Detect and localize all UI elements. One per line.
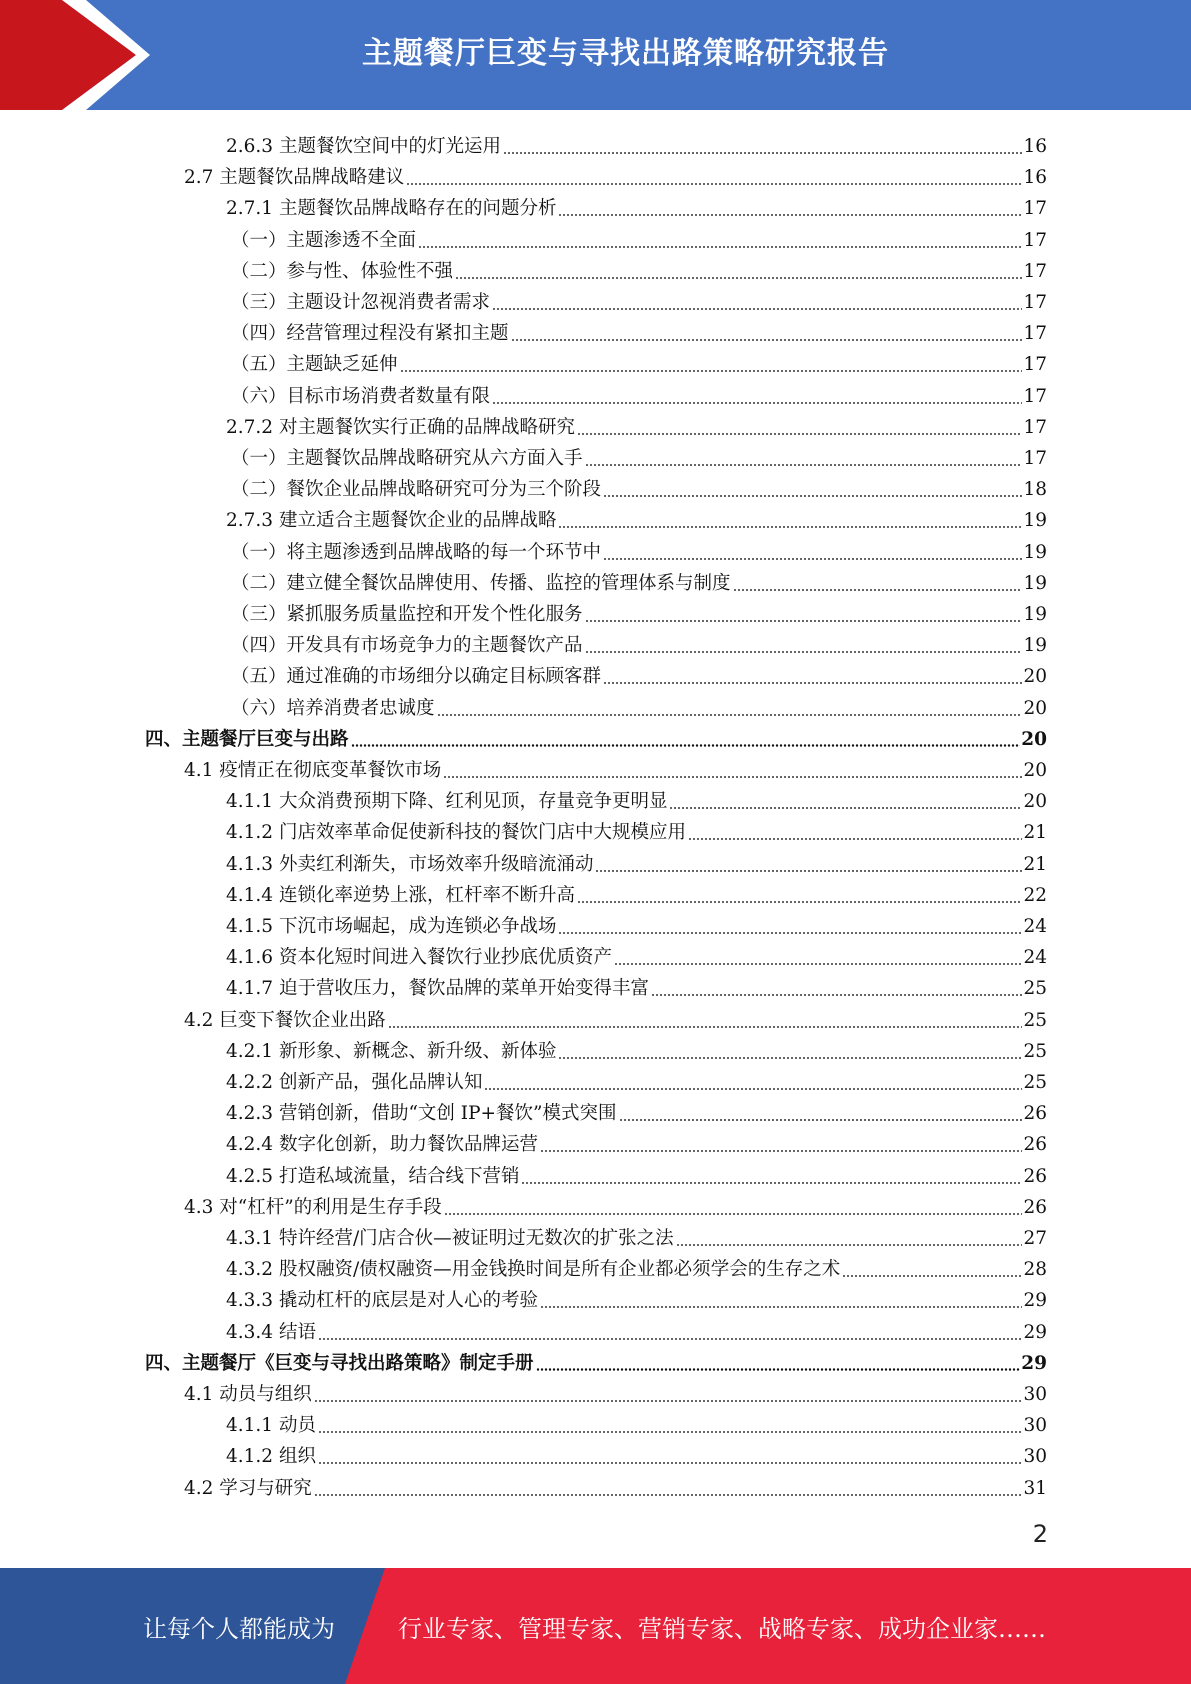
- toc-entry-title: 4.3 对“杠杆”的利用是生存手段: [184, 1196, 442, 1218]
- toc-entry-title: （一）主题餐饮品牌战略研究从六方面入手: [231, 448, 583, 469]
- toc-dot-leader: [437, 714, 1023, 716]
- toc-entry-page: 24: [1023, 947, 1047, 969]
- toc-dot-leader: [521, 1182, 1022, 1184]
- toc-entry-title: 4.3.1 特许经营/门店合伙—被证明过无数次的扩张之法: [226, 1228, 674, 1249]
- toc-entry-title: 4.1.2 组织: [226, 1446, 316, 1468]
- toc-entry-page: 28: [1023, 1259, 1047, 1281]
- footer-roles: 行业专家、管理专家、营销专家、战略专家、成功企业家……: [398, 1614, 1046, 1643]
- toc-entry-page: 20: [1023, 666, 1047, 688]
- toc-entry[interactable]: [231, 439, 1047, 470]
- toc-dot-leader: [669, 807, 1022, 809]
- toc-entry[interactable]: [226, 907, 1047, 938]
- toc-dot-leader: [492, 308, 1022, 310]
- toc-entry[interactable]: [184, 1188, 1047, 1219]
- toc-entry[interactable]: [226, 1125, 1047, 1156]
- toc-entry-page: 19: [1023, 635, 1047, 657]
- toc-entry-page: 20: [1021, 728, 1047, 750]
- toc-entry-title: 2.7.2 对主题餐饮实行正确的品牌战略研究: [226, 416, 575, 438]
- toc-dot-leader: [418, 246, 1022, 248]
- toc-entry-page: 30: [1023, 1415, 1047, 1437]
- toc-entry-title: （一）将主题渗透到品牌战略的每一个环节中: [231, 541, 602, 563]
- toc-entry-title: 4.2 巨变下餐饮企业出路: [184, 1009, 386, 1031]
- toc-entry[interactable]: [226, 969, 1047, 1000]
- toc-entry-title: 4.3.3 撬动杠杆的底层是对人心的考验: [226, 1290, 538, 1312]
- toc-entry-page: 16: [1023, 136, 1047, 157]
- toc-entry-page: 21: [1023, 853, 1047, 875]
- toc-dot-leader: [614, 963, 1022, 965]
- toc-entry-title: 4.1.2 门店效率革命促使新科技的餐饮门店中大规模应用: [226, 822, 686, 844]
- toc-entry[interactable]: [184, 158, 1047, 189]
- toc-entry-title: 4.2.3 营销创新，借助“文创 IP+餐饮”模式突围: [226, 1103, 617, 1125]
- toc-dot-leader: [651, 994, 1022, 996]
- toc-entry[interactable]: [231, 377, 1047, 408]
- toc-dot-leader: [585, 464, 1023, 466]
- toc-entry-title: 2.7 主题餐饮品牌战略建议: [184, 167, 405, 189]
- toc-entry[interactable]: [231, 345, 1047, 376]
- toc-dot-leader: [558, 526, 1022, 528]
- toc-entry-page: 25: [1023, 1040, 1047, 1062]
- toc-entry[interactable]: [226, 813, 1047, 844]
- toc-entry-title: （四）经营管理过程没有紧扣主题: [231, 323, 509, 345]
- toc-dot-leader: [619, 1119, 1023, 1121]
- toc-entry-page: 17: [1023, 448, 1047, 469]
- toc-entry[interactable]: [226, 1313, 1047, 1344]
- toc-dot-leader: [577, 901, 1022, 903]
- toc-dot-leader: [511, 339, 1023, 341]
- toc-entry-title: 4.1.7 迫于营收压力，餐饮品牌的菜单开始变得丰富: [226, 978, 649, 1000]
- toc-entry-page: 20: [1023, 791, 1047, 813]
- toc-entry-title: 4.1 动员与组织: [184, 1384, 312, 1405]
- toc-entry[interactable]: [226, 845, 1047, 876]
- toc-dot-leader: [484, 1088, 1022, 1090]
- toc-entry-page: 25: [1023, 1072, 1047, 1093]
- toc-entry[interactable]: [231, 283, 1047, 314]
- toc-entry-title: 4.1.1 大众消费预期下降、红利见顶，存量竞争更明显: [226, 791, 668, 813]
- toc-entry[interactable]: [226, 127, 1047, 158]
- toc-entry[interactable]: [226, 1157, 1047, 1188]
- toc-entry-page: 26: [1023, 1103, 1047, 1125]
- toc-entry[interactable]: [226, 782, 1047, 813]
- toc-entry-page: 19: [1023, 604, 1047, 625]
- toc-entry-title: （六）培养消费者忠诚度: [231, 697, 435, 719]
- toc-dot-leader: [603, 682, 1022, 684]
- toc-entry[interactable]: [226, 1094, 1047, 1125]
- toc-entry-page: 17: [1023, 385, 1047, 407]
- toc-entry-title: 4.1.4 连锁化率逆势上涨，杠杆率不断升高: [226, 884, 575, 906]
- toc-entry-title: 4.2.1 新形象、新概念、新升级、新体验: [226, 1040, 557, 1062]
- toc-entry-page: 29: [1021, 1352, 1047, 1374]
- toc-dot-leader: [444, 1213, 1023, 1215]
- toc-entry-title: （二）餐饮企业品牌战略研究可分为三个阶段: [231, 479, 602, 501]
- toc-entry-page: 25: [1023, 978, 1047, 1000]
- toc-dot-leader: [540, 1150, 1022, 1152]
- toc-entry-title: 4.1.6 资本化短时间进入餐饮行业抄底优质资产: [226, 947, 612, 969]
- toc-entry[interactable]: [231, 564, 1047, 595]
- toc-entry-title: 4.3.4 结语: [226, 1321, 316, 1343]
- toc-entry-title: （四）开发具有市场竞争力的主题餐饮产品: [231, 635, 583, 657]
- toc-dot-leader: [318, 1338, 1023, 1340]
- toc-entry[interactable]: [184, 1375, 1047, 1406]
- toc-entry-page: 19: [1023, 541, 1047, 563]
- toc-dot-leader: [558, 932, 1022, 934]
- toc-dot-leader: [585, 651, 1023, 653]
- toc-entry-title: 4.2.4 数字化创新，助力餐饮品牌运营: [226, 1134, 538, 1156]
- toc-entry-title: （五）通过准确的市场细分以确定目标顾客群: [231, 666, 602, 688]
- toc-entry-title: （六）目标市场消费者数量有限: [231, 385, 491, 407]
- toc-entry[interactable]: [226, 189, 1047, 220]
- toc-entry-page: 17: [1023, 260, 1047, 282]
- toc-dot-leader: [443, 776, 1022, 778]
- page-number: 2: [1032, 1520, 1048, 1548]
- toc-dot-leader: [314, 1400, 1023, 1402]
- toc-entry-title: 2.7.1 主题餐饮品牌战略存在的问题分析: [226, 198, 557, 220]
- toc-entry-page: 20: [1023, 697, 1047, 719]
- toc-entry-page: 17: [1023, 416, 1047, 438]
- toc-entry[interactable]: [226, 1406, 1047, 1437]
- toc-entry-title: （三）主题设计忽视消费者需求: [231, 292, 491, 313]
- toc-dot-leader: [842, 1275, 1022, 1277]
- toc-dot-leader: [314, 1494, 1023, 1496]
- toc-entry-title: （五）主题缺乏延伸: [231, 354, 398, 376]
- toc-entry-page: 29: [1023, 1290, 1047, 1312]
- toc-entry[interactable]: [184, 1001, 1047, 1032]
- toc-dot-leader: [540, 1306, 1022, 1308]
- toc-entry-page: 19: [1023, 510, 1047, 532]
- toc-dot-leader: [595, 870, 1022, 872]
- toc-dot-leader: [351, 744, 1021, 747]
- toc-entry-title: 四、主题餐厅巨变与出路: [145, 728, 349, 750]
- toc-entry-page: 30: [1023, 1446, 1047, 1468]
- toc-dot-leader: [558, 1057, 1022, 1059]
- toc-entry-title: 2.7.3 建立适合主题餐饮企业的品牌战略: [226, 510, 557, 532]
- toc-dot-leader: [400, 370, 1023, 372]
- toc-entry-page: 21: [1023, 822, 1047, 844]
- toc-entry[interactable]: [226, 1437, 1047, 1468]
- toc-dot-leader: [318, 1431, 1023, 1433]
- toc-entry-page: 17: [1023, 292, 1047, 313]
- toc-dot-leader: [388, 1026, 1023, 1028]
- toc-dot-leader: [558, 214, 1022, 216]
- toc-entry-page: 24: [1023, 916, 1047, 937]
- toc-entry-page: 26: [1023, 1196, 1047, 1218]
- toc-entry[interactable]: [226, 876, 1047, 907]
- toc-dot-leader: [733, 589, 1023, 591]
- toc-entry-page: 22: [1023, 884, 1047, 906]
- toc-entry-page: 17: [1023, 323, 1047, 345]
- toc-entry[interactable]: [231, 689, 1047, 720]
- toc-entry-page: 29: [1023, 1321, 1047, 1343]
- toc-dot-leader: [503, 152, 1022, 154]
- toc-entry-page: 19: [1023, 572, 1047, 594]
- toc-entry[interactable]: [226, 1063, 1047, 1094]
- toc-dot-leader: [406, 183, 1022, 185]
- toc-entry-title: （一）主题渗透不全面: [231, 229, 417, 251]
- toc-entry-title: 4.1.5 下沉市场崛起，成为连锁必争战场: [226, 916, 557, 937]
- toc-entry[interactable]: [184, 1469, 1047, 1500]
- toc-dot-leader: [492, 402, 1022, 404]
- toc-dot-leader: [577, 433, 1022, 435]
- toc-entry-title: 4.2 学习与研究: [184, 1477, 312, 1499]
- toc-entry-title: （三）紧抓服务质量监控和开发个性化服务: [231, 604, 583, 625]
- page-header: [0, 0, 1191, 111]
- toc-entry[interactable]: [231, 470, 1047, 501]
- report-title: 主题餐厅巨变与寻找出路策略研究报告: [362, 36, 889, 71]
- toc-entry[interactable]: [226, 1281, 1047, 1312]
- toc-entry-page: 26: [1023, 1165, 1047, 1187]
- toc-entry[interactable]: [226, 1250, 1047, 1281]
- toc-entry[interactable]: [231, 626, 1047, 657]
- toc-entry-title: 4.1 疫情正在彻底变革餐饮市场: [184, 760, 442, 781]
- toc-entry[interactable]: [231, 221, 1047, 252]
- toc-entry-page: 30: [1023, 1384, 1047, 1405]
- toc-entry[interactable]: [145, 720, 1047, 751]
- toc-entry[interactable]: [226, 938, 1047, 969]
- toc-entry-title: 4.1.1 动员: [226, 1415, 316, 1437]
- toc-entry[interactable]: [226, 408, 1047, 439]
- toc-entry-page: 25: [1023, 1009, 1047, 1031]
- toc-entry-title: 4.3.2 股权融资/债权融资—用金钱换时间是所有企业都必须学会的生存之术: [226, 1259, 841, 1281]
- page-footer: [0, 1568, 1191, 1684]
- toc-entry-page: 17: [1023, 198, 1047, 220]
- footer-slogan: 让每个人都能成为: [143, 1614, 335, 1643]
- toc-entry[interactable]: [226, 1032, 1047, 1063]
- toc-entry-title: 4.1.3 外卖红利渐失，市场效率升级暗流涌动: [226, 853, 594, 875]
- toc-entry-title: 2.6.3 主题餐饮空间中的灯光运用: [226, 136, 501, 157]
- toc-entry-page: 16: [1023, 167, 1047, 189]
- toc-dot-leader: [536, 1368, 1021, 1371]
- toc-dot-leader: [318, 1462, 1023, 1464]
- toc-entry-page: 27: [1023, 1228, 1047, 1249]
- toc-entry-page: 20: [1023, 760, 1047, 781]
- toc-dot-leader: [603, 495, 1022, 497]
- toc-dot-leader: [585, 620, 1023, 622]
- toc-entry[interactable]: [231, 252, 1047, 283]
- toc-dot-leader: [455, 277, 1022, 279]
- toc-entry[interactable]: [231, 595, 1047, 626]
- toc-entry-title: （二）参与性、体验性不强: [231, 260, 454, 282]
- toc-entry-title: 4.2.5 打造私域流量，结合线下营销: [226, 1165, 520, 1187]
- toc-entry-page: 18: [1023, 479, 1047, 501]
- toc-dot-leader: [676, 1244, 1023, 1246]
- toc-entry-title: 四、主题餐厅《巨变与寻找出路策略》制定手册: [145, 1352, 534, 1374]
- toc-entry-page: 26: [1023, 1134, 1047, 1156]
- toc-entry[interactable]: [226, 1219, 1047, 1250]
- toc-entry-title: （二）建立健全餐饮品牌使用、传播、监控的管理体系与制度: [231, 572, 731, 594]
- toc-entry-title: 4.2.2 创新产品，强化品牌认知: [226, 1072, 483, 1093]
- toc-dot-leader: [688, 838, 1022, 840]
- toc-entry[interactable]: [145, 1344, 1047, 1375]
- toc-entry-page: 17: [1023, 229, 1047, 251]
- toc-dot-leader: [603, 558, 1022, 560]
- toc-entry[interactable]: [231, 657, 1047, 688]
- toc-entry-page: 17: [1023, 354, 1047, 376]
- toc-entry[interactable]: [231, 533, 1047, 564]
- toc-entry-page: 31: [1023, 1477, 1047, 1499]
- toc-entry[interactable]: [226, 501, 1047, 532]
- toc-entry[interactable]: [231, 314, 1047, 345]
- toc-entry[interactable]: [184, 751, 1047, 782]
